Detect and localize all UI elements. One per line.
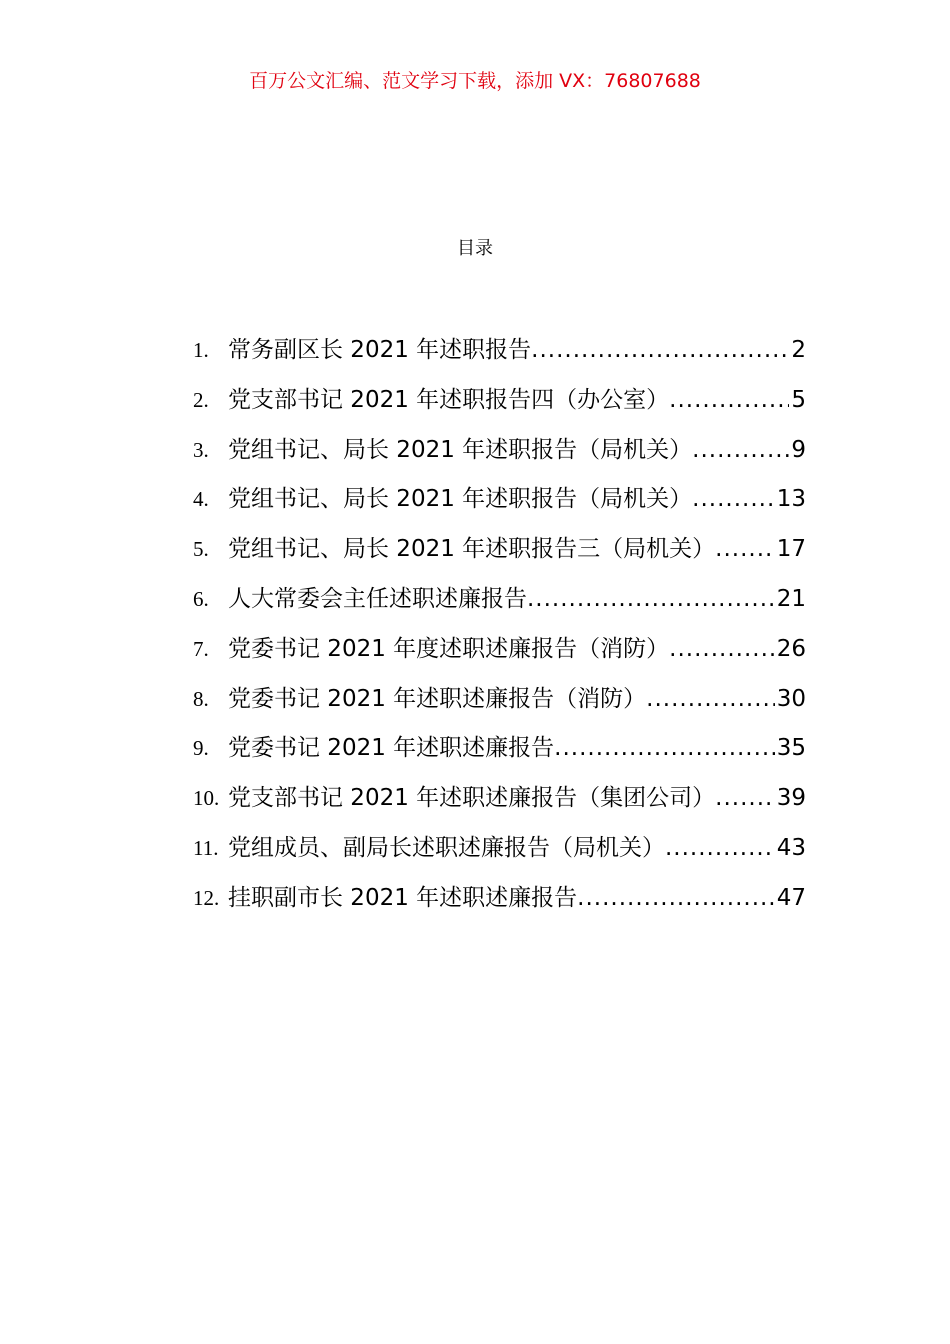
toc-entry-number: 11. — [193, 835, 219, 860]
toc-entry-5[interactable] — [193, 529, 806, 579]
toc-entry-title: 党委书记 2021 年述职述廉报告 — [228, 735, 555, 762]
toc-entry-number: 9. — [193, 736, 209, 761]
toc-entry-number: 3. — [193, 437, 209, 462]
toc-entry-title: 党组成员、副局长述职述廉报告（局机关） — [228, 834, 665, 861]
toc-entry-page: 5 — [791, 386, 806, 413]
toc-entry-title: 党支部书记 2021 年述职述廉报告（集团公司） — [228, 785, 716, 812]
toc-entry-number: 7. — [193, 636, 209, 661]
toc-entry-number: 1. — [193, 338, 209, 362]
toc-dot-leader — [527, 579, 775, 619]
toc-entry-title: 人大常委会主任述职述廉报告 — [228, 585, 527, 612]
toc-dot-leader — [692, 479, 775, 519]
toc-entry-title: 党组书记、局长 2021 年述职报告（局机关） — [228, 486, 693, 513]
toc-entry-page: 30 — [776, 685, 806, 712]
toc-entry-page: 43 — [776, 834, 806, 861]
toc-entry-title: 党委书记 2021 年述职述廉报告（消防） — [228, 685, 647, 712]
toc-dot-leader — [646, 679, 775, 719]
toc-entry-page: 35 — [776, 735, 806, 762]
toc-entry-12[interactable] — [193, 878, 806, 928]
toc-entry-page: 47 — [776, 884, 806, 911]
toc-entry-number: 2. — [193, 387, 209, 412]
toc-entry-3[interactable] — [193, 430, 806, 480]
toc-entry-1[interactable] — [193, 330, 806, 380]
toc-title: 目录 — [457, 238, 493, 259]
toc-entry-4[interactable] — [193, 479, 806, 529]
toc-dot-leader — [669, 380, 789, 420]
toc-entry-2[interactable] — [193, 380, 806, 430]
toc-entry-number: 5. — [193, 537, 209, 562]
toc-entry-number: 8. — [193, 686, 209, 711]
toc-dot-leader — [531, 330, 789, 370]
toc-entry-title: 党组书记、局长 2021 年述职报告（局机关） — [228, 436, 693, 463]
toc-entry-page: 9 — [791, 436, 806, 463]
toc-entry-page: 39 — [776, 785, 806, 812]
toc-entry-title: 党组书记、局长 2021 年述职报告三（局机关） — [228, 536, 716, 563]
toc-entry-6[interactable] — [193, 579, 806, 629]
toc-entry-11[interactable] — [193, 828, 806, 878]
toc-entry-number: 6. — [193, 586, 209, 611]
toc-entry-10[interactable] — [193, 778, 806, 828]
toc-dot-leader — [665, 828, 775, 868]
toc-list — [193, 330, 806, 928]
toc-entry-9[interactable] — [193, 728, 806, 778]
toc-entry-number: 4. — [193, 487, 209, 512]
toc-dot-leader — [669, 629, 775, 669]
toc-entry-title: 挂职副市长 2021 年述职述廉报告 — [228, 884, 578, 911]
toc-dot-leader — [715, 778, 775, 818]
toc-entry-page: 26 — [776, 635, 806, 662]
toc-entry-page: 2 — [791, 337, 806, 363]
toc-entry-number: 12. — [193, 885, 220, 910]
header-note: 百万公文汇编、范文学习下载，添加 VX：76807688 — [249, 70, 701, 92]
toc-entry-title: 党支部书记 2021 年述职报告四（办公室） — [228, 386, 670, 413]
toc-entry-title: 党委书记 2021 年度述职述廉报告（消防） — [228, 635, 670, 662]
toc-dot-leader — [554, 728, 775, 768]
toc-entry-page: 17 — [776, 536, 806, 563]
toc-entry-8[interactable] — [193, 679, 806, 729]
toc-entry-7[interactable] — [193, 629, 806, 679]
toc-entry-number: 10. — [193, 786, 220, 811]
toc-dot-leader — [715, 529, 775, 569]
toc-entry-title: 常务副区长 2021 年述职报告 — [228, 337, 532, 363]
toc-dot-leader — [577, 878, 775, 918]
toc-entry-page: 13 — [776, 486, 806, 513]
toc-entry-page: 21 — [776, 585, 806, 612]
toc-dot-leader — [692, 430, 789, 470]
